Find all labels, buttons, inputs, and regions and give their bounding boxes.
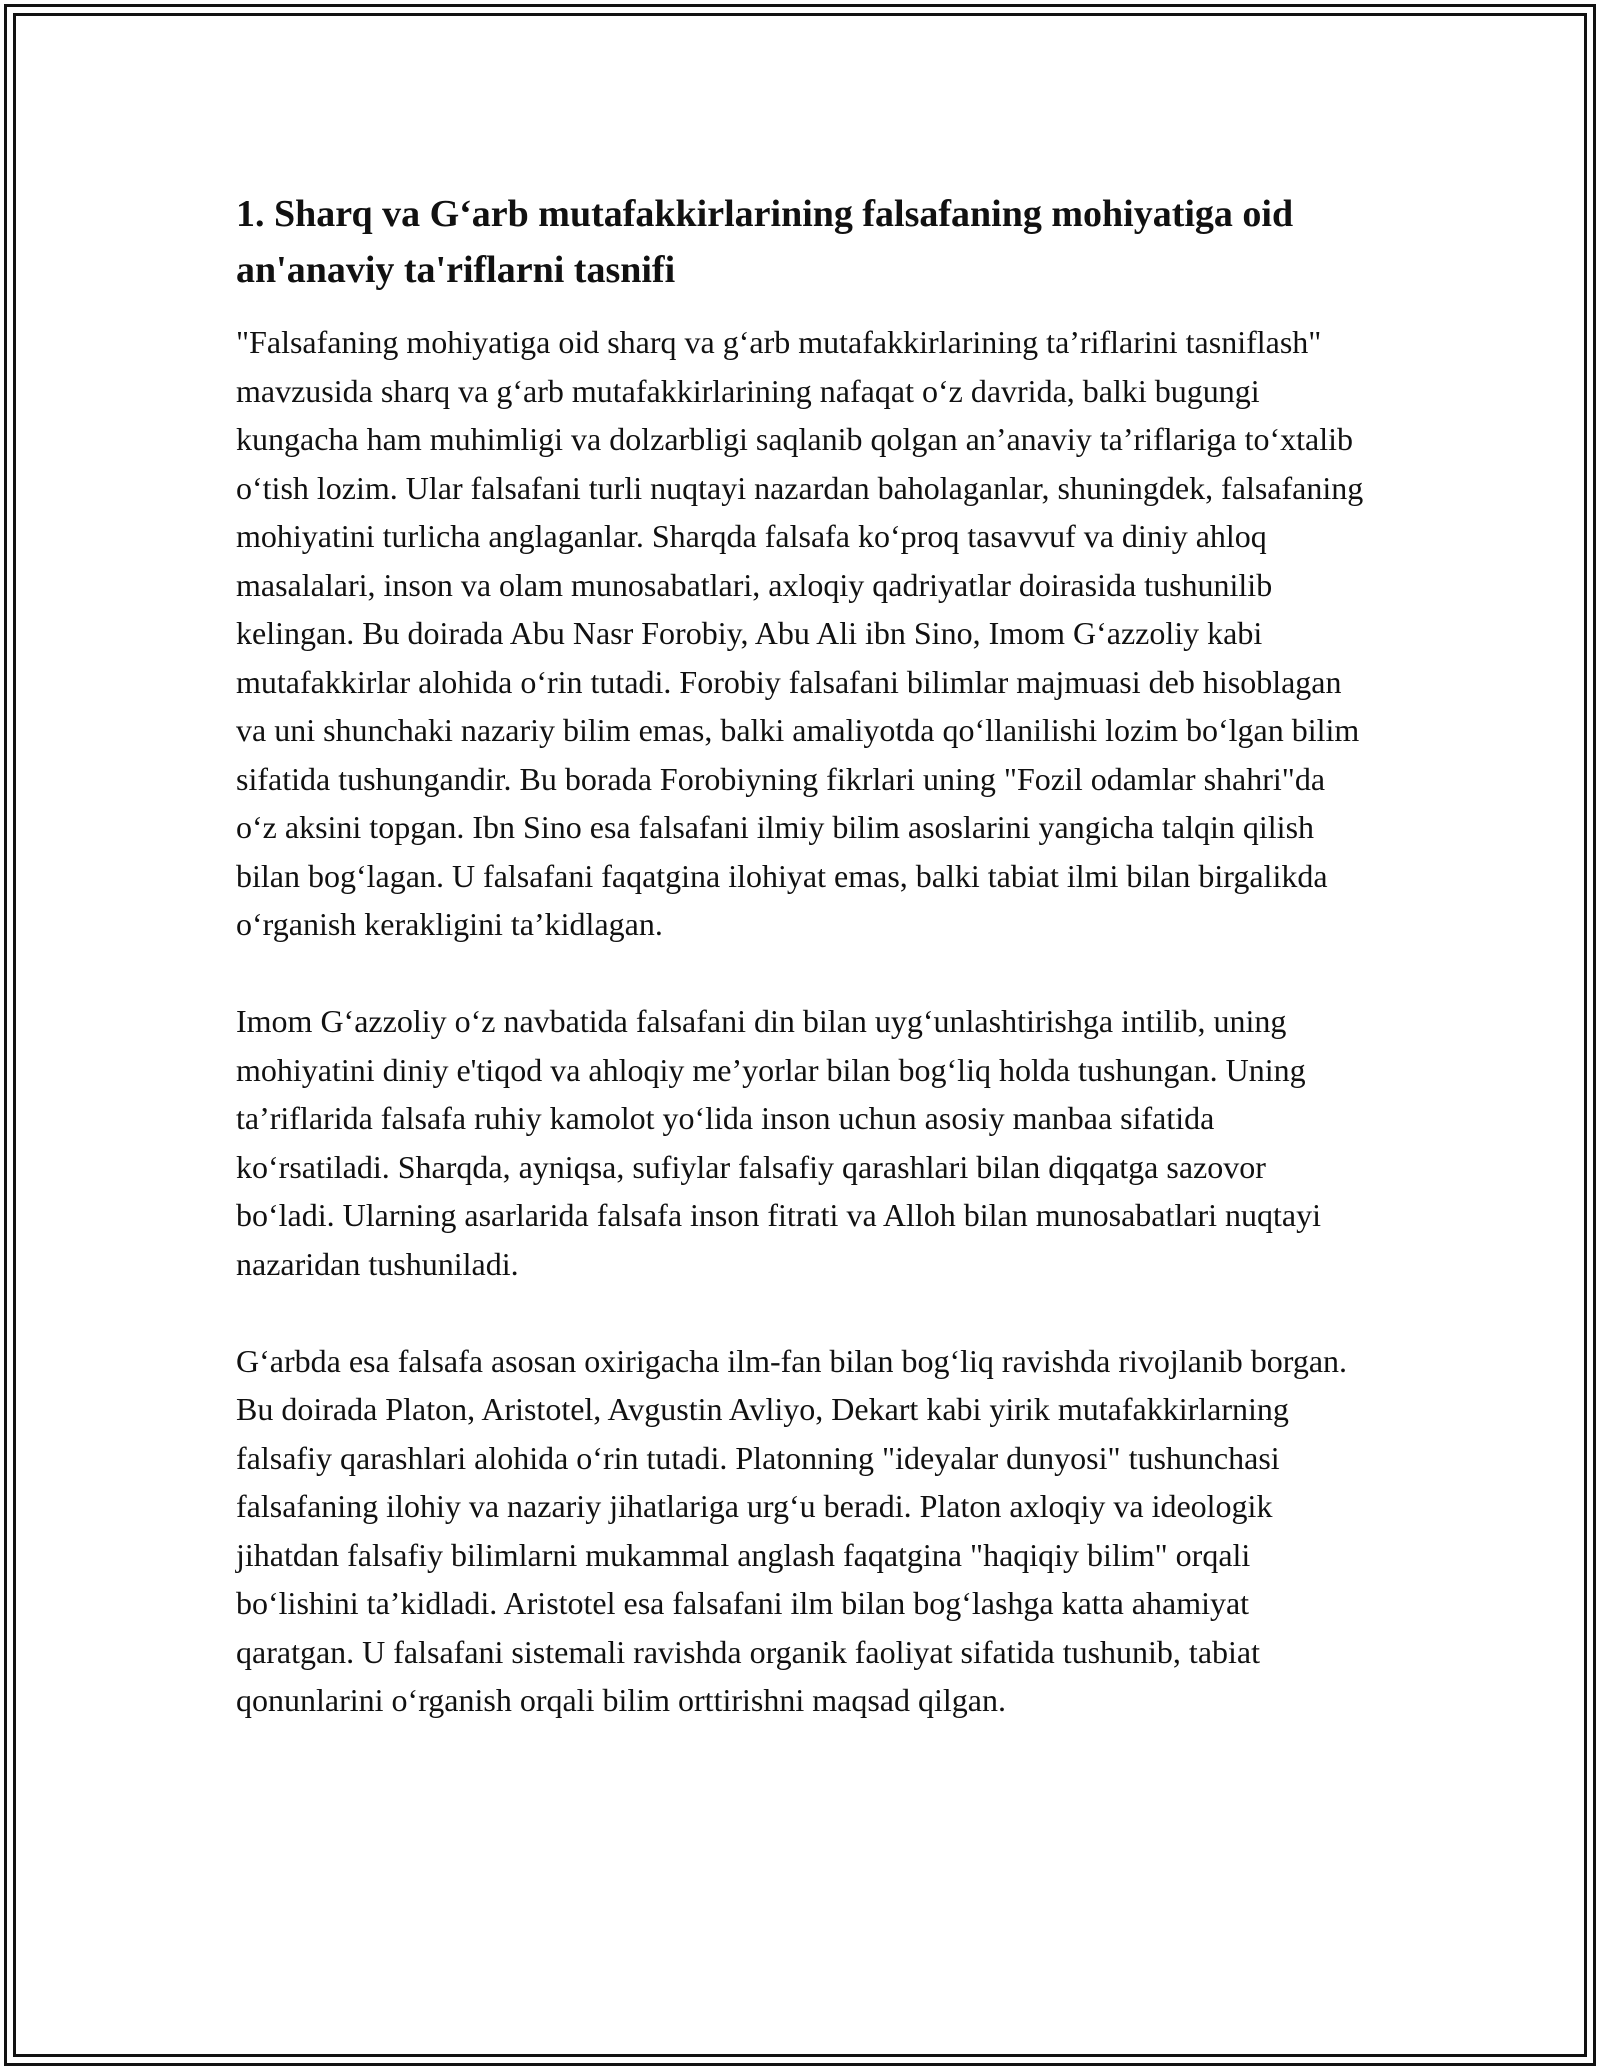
paragraph-2: Imom G‘azzoliy o‘z navbatida falsafani din bilan uyg‘unlashtirishga intilib, uning mohiyatini diniy e'tiqod va ahloqiy me’yorlar bilan bog‘liq holda tushungan. Uning ta’riflarida falsafa ruhiy kamolot yo‘lida inson uchun asosiy manbaa sifatida ko‘rsatiladi. Sharqda, ayniqsa, sufiylar falsafiy qarashlari bilan diqqatga sazovor bo‘ladi. Ularning asarlarida falsafa inson fitrati va Alloh bilan munosabatlari nuqtayi nazaridan tushuniladi. <box>236 1003 1322 1282</box>
document-body <box>236 186 1366 1725</box>
paragraph-3: G‘arbda esa falsafa asosan oxirigacha ilm-fan bilan bog‘liq ravishda rivojlanib borgan. Bu doirada Platon, Aristotel, Avgustin Avliyo, Dekart kabi yirik mutafakkirlarning falsafiy qarashlari alohida o‘rin tutadi. Platonning "ideyalar dunyosi" tushunchasi falsafaning ilohiy va nazariy jihatlariga urg‘u beradi. Platon axloqiy va ideologik jihatdan falsafiy bilimlarni mukammal anglash faqatgina "haqiqiy bilim" orqali bo‘lishini ta’kidladi. Aristotel esa falsafani ilm bilan bog‘lashga katta ahamiyat qaratgan. U falsafani sistemali ravishda organik faoliyat sifatida tushunib, tabiat qonunlarini o‘rganish orqali bilim orttirishni maqsad qilgan. <box>236 1342 1348 1718</box>
paragraph-1: "Falsafaning mohiyatiga oid sharq va g‘arb mutafakkirlarining ta’riflarini tasniflash" mavzusida sharq va g‘arb mutafakkirlarining nafaqat o‘z davrida, balki bugungi kungacha ham muhimligi va dolzarbligi saqlanib qolgan an’anaviy ta’riflariga to‘xtalib o‘tish lozim. Ular falsafani turli nuqtayi nazardan baholaganlar, shuningdek, falsafaning mohiyatini turlicha anglaganlar. Sharqda falsafa ko‘proq tasavvuf va diniy ahloq masalalari, inson va olam munosabatlari, axloqiy qadriyatlar doirasida tushunilib kelingan. Bu doirada Abu Nasr Forobiy, Abu Ali ibn Sino, Imom G‘azzoliy kabi mutafakkirlar alohida o‘rin tutadi. Forobiy falsafani bilimlar majmuasi deb hisoblagan va uni shunchaki nazariy bilim emas, balki amaliyotda qo‘llanilishi lozim bo‘lgan bilim sifatida tushungandir. Bu borada Forobiyning fikrlari uning "Fozil odamlar shahri"da o‘z aksini topgan. Ibn Sino esa falsafani ilmiy bilim asoslarini yangicha talqin qilish bilan bog‘lagan. U falsafani faqatgina ilohiyat emas, balki tabiat ilmi bilan birgalikda o‘rganish kerakligini ta’kidlagan. <box>236 324 1364 942</box>
section-heading: 1. Sharq va G‘arb mutafakkirlarining falsafaning mohiyatiga oid an'anaviy ta'riflarni tasnifi <box>236 193 1294 291</box>
